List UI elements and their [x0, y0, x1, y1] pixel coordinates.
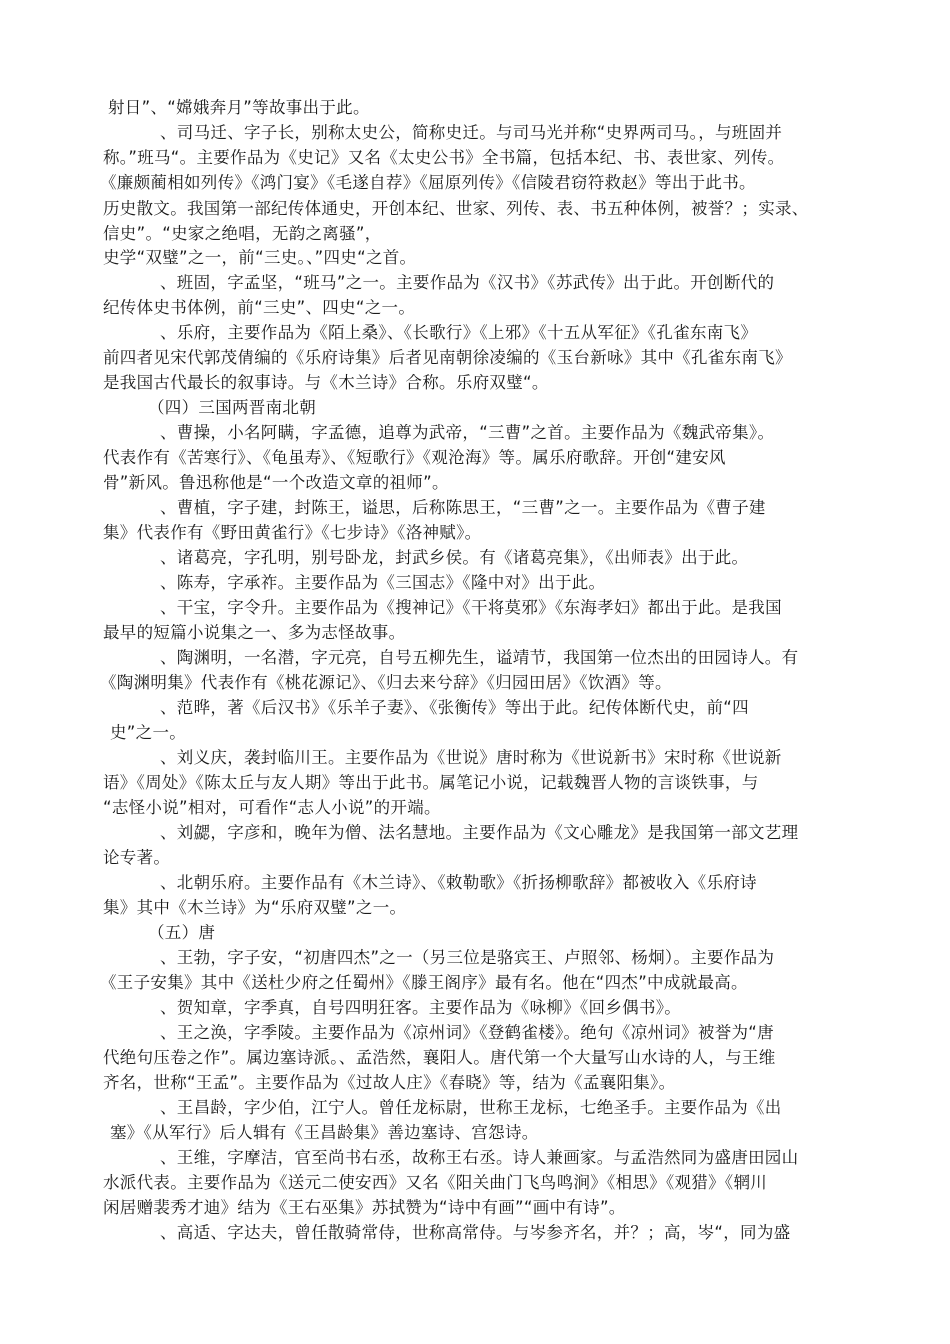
- text-line: 语》《周处》《陈太丘与友人期》等出于此书。属笔记小说，记载魏晋人物的言谈铁事，与: [103, 773, 759, 792]
- text-line: 史”之一。: [110, 723, 187, 742]
- text-line: 闲居赠裴秀才迪》结为《王右巫集》苏拭赞为“诗中有画”“画中有诗”。: [103, 1198, 626, 1217]
- text-line: 、高适、字达夫，曾任散骑常侍，世称高常侍。与岑参齐名，并？；高，岑“，同为盛: [160, 1223, 791, 1242]
- text-line: 集》其中《木兰诗》为“乐府双璧”之一。: [103, 898, 407, 917]
- text-line: 、干宝，字令升。主要作品为《搜神记》《干将莫邪》《东海孝妇》都出于此。是我国: [160, 598, 782, 617]
- text-line: “志怪小说”相对，可看作“志人小说”的开端。: [103, 798, 441, 817]
- section-heading: （五）唐: [148, 923, 216, 942]
- text-line: 历史散文。我国第一部纪传体通史，开创本纪、世家、列传、表、书五种体例，被誉？；实录、: [103, 199, 809, 218]
- text-line: 塞》《从军行》后人辑有《王昌龄集》善边塞诗、宫怨诗。: [110, 1123, 539, 1142]
- text-line: 集》代表作有《野田黄雀行》《七步诗》《洛神赋》。: [103, 523, 482, 542]
- text-line: 《陶渊明集》代表作有《桃花源记》、《归去来兮辞》《归园田居》《饮酒》等。: [100, 673, 672, 692]
- text-line: 称。”班马“。主要作品为《史记》又名《太史公书》全书篇，包括本纪、书、表世家、列传。: [103, 148, 785, 167]
- text-line: 《王子安集》其中《送杜少府之任蜀州》《滕王阁序》最有名。他在“四杰”中成就最高。: [100, 973, 748, 992]
- text-line: 、王维，字摩洁，官至尚书右丞，故称王右丞。诗人兼画家。与孟浩然同为盛唐田园山: [160, 1148, 799, 1167]
- text-line: 、曹操，小名阿瞒，字孟德，追尊为武帝，“三曹”之首。主要作品为《魏武帝集》。: [160, 423, 775, 442]
- text-line: 、陶渊明，一名潜，字元亮，自号五柳先生，谥靖节，我国第一位杰出的田园诗人。有: [160, 648, 799, 667]
- text-line: 、班固，字孟坚，“班马”之一。主要作品为《汉书》《苏武传》出于此。开创断代的: [160, 273, 775, 292]
- text-line: 、刘勰，字彦和，晚年为僧、法名慧地。主要作品为《文心雕龙》是我国第一部文艺理: [160, 823, 799, 842]
- text-line: 《廉颇蔺相如列传》《鸿门宴》《毛遂自荐》《屈原列传》《信陵君窃符救赵》等出于此书。: [100, 173, 756, 192]
- section-heading: （四）三国两晋南北朝: [148, 398, 316, 417]
- text-line: 论专著。: [103, 848, 171, 867]
- text-line: 、王昌龄，字少伯，江宁人。曾任龙标尉，世称王龙标，七绝圣手。主要作品为《出: [160, 1098, 782, 1117]
- text-line: 最早的短篇小说集之一、多为志怪故事。: [103, 623, 406, 642]
- text-line: 纪传体史书体例，前“三史”、四史“之一。: [103, 298, 416, 317]
- text-line: 、王勃，字子安，“初唐四杰”之一（另三位是骆宾王、卢照邻、杨炯）。主要作品为: [160, 948, 775, 967]
- text-line: 骨”新风。鲁迅称他是“一个改造文章的祖师”。: [103, 473, 449, 492]
- text-line: 代表作有《苦寒行》、《龟虽寿》、《短歌行》《观沧海》等。属乐府歌辞。开创“建安风: [103, 448, 726, 467]
- text-line: 、贺知章，字季真，自号四明狂客。主要作品为《咏柳》《回乡偶书》。: [160, 998, 682, 1017]
- text-line: 、刘义庆，袭封临川王。主要作品为《世说》唐时称为《世说新书》宋时称《世说新: [160, 748, 782, 767]
- text-line: 、曹植，字子建，封陈王，谥思，后称陈思王，“三曹”之一。主要作品为《曹子建: [160, 498, 766, 517]
- text-line: 、诸葛亮，字孔明，别号卧龙，封武乡侯。有《诸葛亮集》，《出师表》出于此。: [160, 548, 749, 567]
- text-line: 、乐府，主要作品为《陌上桑》、《长歌行》《上邪》《十五从军征》《孔雀东南飞》: [160, 323, 758, 342]
- text-line: 代绝句压卷之作”。属边塞诗派。、孟浩然，襄阳人。唐代第一个大量写山水诗的人，与王维: [103, 1048, 776, 1067]
- text-line: 、范晔，著《后汉书》《乐羊子妻》、《张衡传》等出于此。纪传体断代史，前“四: [160, 698, 749, 717]
- text-line: 是我国古代最长的叙事诗。与《木兰诗》合称。乐府双璧“。: [103, 373, 549, 392]
- text-line: 、司马迁、字子长，别称太史公，简称史迁。与司马光并称“史界两司马。，与班固并: [160, 123, 783, 142]
- text-line: 、北朝乐府。主要作品有《木兰诗》、《敕勒歌》《折扬柳歌辞》都被收入《乐府诗: [160, 873, 757, 892]
- text-line: 史学“双璧”之一，前“三史。、”四史“之首。: [103, 248, 417, 267]
- text-line: 水派代表。主要作品为《送元二使安西》又名《阳关曲门飞鸟鸣涧》《相思》《观猎》《辋川: [103, 1173, 768, 1192]
- text-line: 前四者见宋代郭茂倩编的《乐府诗集》后者见南朝徐凌编的《玉台新咏》其中《孔雀东南飞》: [103, 348, 792, 367]
- text-line: 信史”。“史家之绝唱，无韵之离骚”，: [103, 224, 382, 243]
- text-line: 射日”、“嫦娥奔月”等故事出于此。: [108, 98, 370, 117]
- text-line: 、王之涣，字季陵。主要作品为《凉州词》《登鹤雀楼》。绝句《凉州词》被誉为“唐: [160, 1023, 774, 1042]
- text-line: 齐名，世称“王孟”。主要作品为《过故人庄》《春晓》等，结为《孟襄阳集》。: [103, 1073, 676, 1092]
- text-line: 、陈寿，字承祚。主要作品为《三国志》《隆中对》出于此。: [160, 573, 606, 592]
